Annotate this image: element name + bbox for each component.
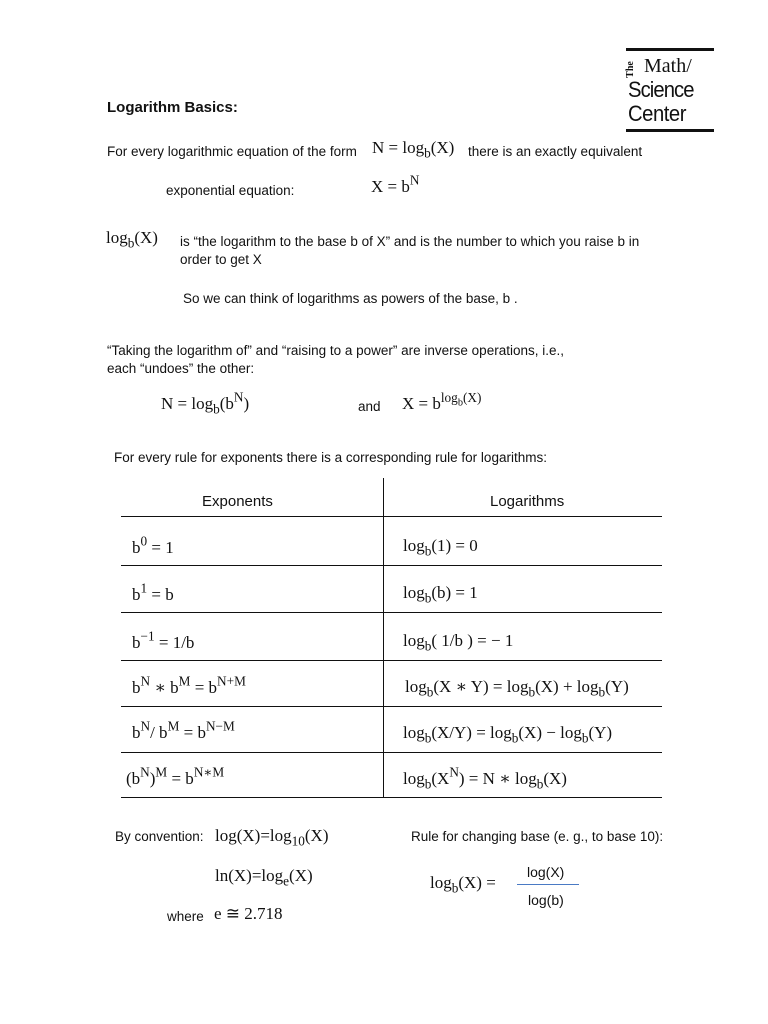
- table-rule: [121, 612, 662, 613]
- eq-part: (b) = 1: [431, 583, 478, 602]
- logo-math: Math/: [644, 55, 692, 77]
- inverse-equation-1: [161, 389, 250, 417]
- eq-part: (b: [126, 769, 141, 788]
- definition-symbol: [106, 228, 158, 251]
- eq-part: (X) − log: [518, 723, 582, 742]
- eq-part: (X) =: [458, 873, 496, 892]
- eq-exponent: N: [409, 172, 420, 188]
- logo-center: Center: [628, 101, 687, 126]
- eq-part: log: [403, 631, 425, 650]
- eq-exponent: N∗M: [193, 764, 225, 780]
- logo-bottom-bar: [626, 129, 714, 132]
- eq-part: ∗ b: [150, 678, 179, 697]
- eq-exponent: N−M: [205, 718, 235, 734]
- eq-part: = b: [167, 769, 194, 788]
- eq-part: (b: [219, 394, 234, 413]
- eq-exponent: N: [140, 673, 151, 689]
- convention-ln: [215, 866, 313, 889]
- table-rule: [121, 797, 662, 798]
- eq-part: log: [403, 536, 425, 555]
- eq-exponent: 1: [140, 580, 148, 596]
- eq-base: b: [213, 401, 220, 417]
- eq-exponent: M: [167, 718, 180, 734]
- eq-part: log: [106, 228, 128, 247]
- eq-part: ) = N ∗ log: [458, 769, 537, 788]
- convention-label: By convention:: [115, 829, 204, 844]
- exponent-rule-zero: [132, 533, 174, 558]
- eq-part: log: [430, 873, 452, 892]
- eq-part: log: [403, 583, 425, 602]
- intro-text-2: there is an exactly equivalent: [468, 144, 643, 159]
- e-value: e ≅ 2.718: [214, 904, 283, 923]
- log-rule-base: [403, 583, 478, 606]
- eq-part: (X/Y) = log: [431, 723, 512, 742]
- table-header-exponents: Exponents: [202, 493, 273, 510]
- log-rule-power: [403, 764, 567, 792]
- eq-part: b: [132, 538, 141, 557]
- eq-part: (X): [289, 866, 313, 885]
- exponent-rule-power: [126, 764, 225, 789]
- eq-part: ): [149, 769, 156, 788]
- eq-part: (1) = 0: [431, 536, 478, 555]
- exponent-rule-quotient: [132, 718, 235, 743]
- eq-exponent: N: [140, 718, 151, 734]
- eq-part: (X): [134, 228, 158, 247]
- eq-base: b: [424, 638, 432, 654]
- page-title: Logarithm Basics:: [107, 99, 238, 116]
- eq-base: b: [424, 730, 432, 746]
- eq-exponent: −1: [140, 628, 155, 644]
- rules-intro: For every rule for exponents there is a corresponding rule for logarithms:: [114, 450, 547, 465]
- eq-part: log: [405, 677, 427, 696]
- table-rule: [121, 565, 662, 566]
- eq-base: 10: [291, 833, 305, 849]
- logo-the: The: [624, 61, 636, 78]
- eq-base: b: [426, 684, 434, 700]
- inverse-equation-2: [402, 389, 482, 414]
- eq-part: (X): [304, 826, 329, 845]
- inverse-line-1: “Taking the logarithm of” and “raising to a power” are inverse operations, i.e.,: [107, 343, 564, 358]
- eq-part: log(X)=log: [215, 826, 292, 845]
- eq-part: ( 1/b ) = − 1: [431, 631, 514, 650]
- convention-where: where: [167, 909, 204, 924]
- intro-equation-exp: [371, 172, 420, 197]
- definition-line-3: So we can think of logarithms as powers of the base, b .: [183, 291, 518, 306]
- eq-part: (X ∗ Y) = log: [433, 677, 529, 696]
- log-rule-product: [405, 677, 629, 700]
- eq-exponent: log: [440, 389, 458, 405]
- eq-part: (X): [543, 769, 567, 788]
- exponent-rule-negative: [132, 628, 195, 653]
- eq-part: X = b: [402, 394, 441, 413]
- eq-base: b: [528, 684, 536, 700]
- fraction-bar: [517, 884, 579, 885]
- convention-log10: [215, 826, 329, 849]
- eq-part: b: [132, 585, 141, 604]
- exponent-rule-product: [132, 673, 246, 698]
- eq-part: (X) + log: [535, 677, 599, 696]
- eq-exponent: 0: [140, 533, 148, 549]
- eq-part: b: [132, 678, 141, 697]
- eq-exponent: N: [449, 764, 459, 780]
- eq-part: b: [132, 633, 141, 652]
- eq-part: (X): [430, 138, 455, 157]
- eq-base: b: [536, 776, 544, 792]
- change-base-numerator: log(X): [527, 864, 565, 880]
- eq-base: e: [283, 873, 290, 889]
- eq-base: b: [598, 684, 606, 700]
- eq-exponent: (X): [462, 389, 482, 405]
- table-rule: [121, 660, 662, 661]
- table-column-divider: [383, 478, 384, 798]
- eq-base: b: [581, 730, 589, 746]
- eq-part: N = log: [161, 394, 214, 413]
- change-base-denominator: log(b): [528, 892, 564, 908]
- eq-part: = b: [190, 678, 218, 697]
- eq-exponent: N: [233, 389, 244, 405]
- table-header-logarithms: Logarithms: [490, 493, 565, 510]
- eq-base: b: [424, 776, 432, 792]
- table-rule: [121, 706, 662, 707]
- intro-equation-log: [372, 138, 455, 161]
- eq-base: b: [424, 543, 432, 559]
- intro-text-3: exponential equation:: [166, 183, 295, 198]
- eq-base: b: [424, 590, 432, 606]
- eq-part: ln(X)=log: [215, 866, 284, 885]
- eq-exponent: N+M: [217, 673, 246, 689]
- eq-part: b: [132, 723, 141, 742]
- eq-exponent: N: [140, 764, 150, 780]
- eq-exponent: M: [178, 673, 191, 689]
- eq-part: (X: [431, 769, 450, 788]
- log-rule-one: [403, 536, 478, 559]
- eq-part: N = log: [372, 138, 425, 157]
- change-base-label: Rule for changing base (e. g., to base 10):: [411, 829, 664, 844]
- logo-science: Science: [628, 77, 694, 102]
- intro-text-1: For every logarithmic equation of the form: [107, 144, 357, 159]
- eq-exponent: M: [155, 764, 168, 780]
- eq-base: b: [451, 880, 459, 896]
- definition-line-2: order to get X: [180, 252, 262, 267]
- table-rule: [121, 516, 662, 517]
- log-rule-quotient: [403, 723, 613, 746]
- exponent-rule-one: [132, 580, 174, 605]
- logo-top-bar: [626, 48, 714, 51]
- eq-base: b: [127, 235, 135, 251]
- eq-part: = 1: [147, 538, 174, 557]
- eq-part: X = b: [371, 177, 410, 196]
- log-rule-reciprocal: [403, 631, 514, 654]
- change-base-lhs: [430, 873, 496, 896]
- eq-part: ): [243, 394, 250, 413]
- eq-part: log: [403, 769, 425, 788]
- eq-part: = 1/b: [154, 633, 195, 652]
- eq-part: (Y): [588, 723, 613, 742]
- eq-part: log: [403, 723, 425, 742]
- math-science-center-logo: [626, 48, 714, 132]
- eq-base: b: [424, 145, 431, 161]
- eq-part: = b: [179, 723, 206, 742]
- eq-part: (Y): [605, 677, 629, 696]
- eq-part: / b: [150, 723, 168, 742]
- definition-line-1: is “the logarithm to the base b of X” and is the number to which you raise b in: [180, 234, 640, 249]
- eq-base: b: [511, 730, 519, 746]
- eq-part: = b: [147, 585, 174, 604]
- inverse-and: and: [358, 399, 381, 414]
- inverse-line-2: each “undoes” the other:: [107, 361, 255, 376]
- eq-base: b: [457, 397, 463, 409]
- table-rule: [121, 752, 662, 753]
